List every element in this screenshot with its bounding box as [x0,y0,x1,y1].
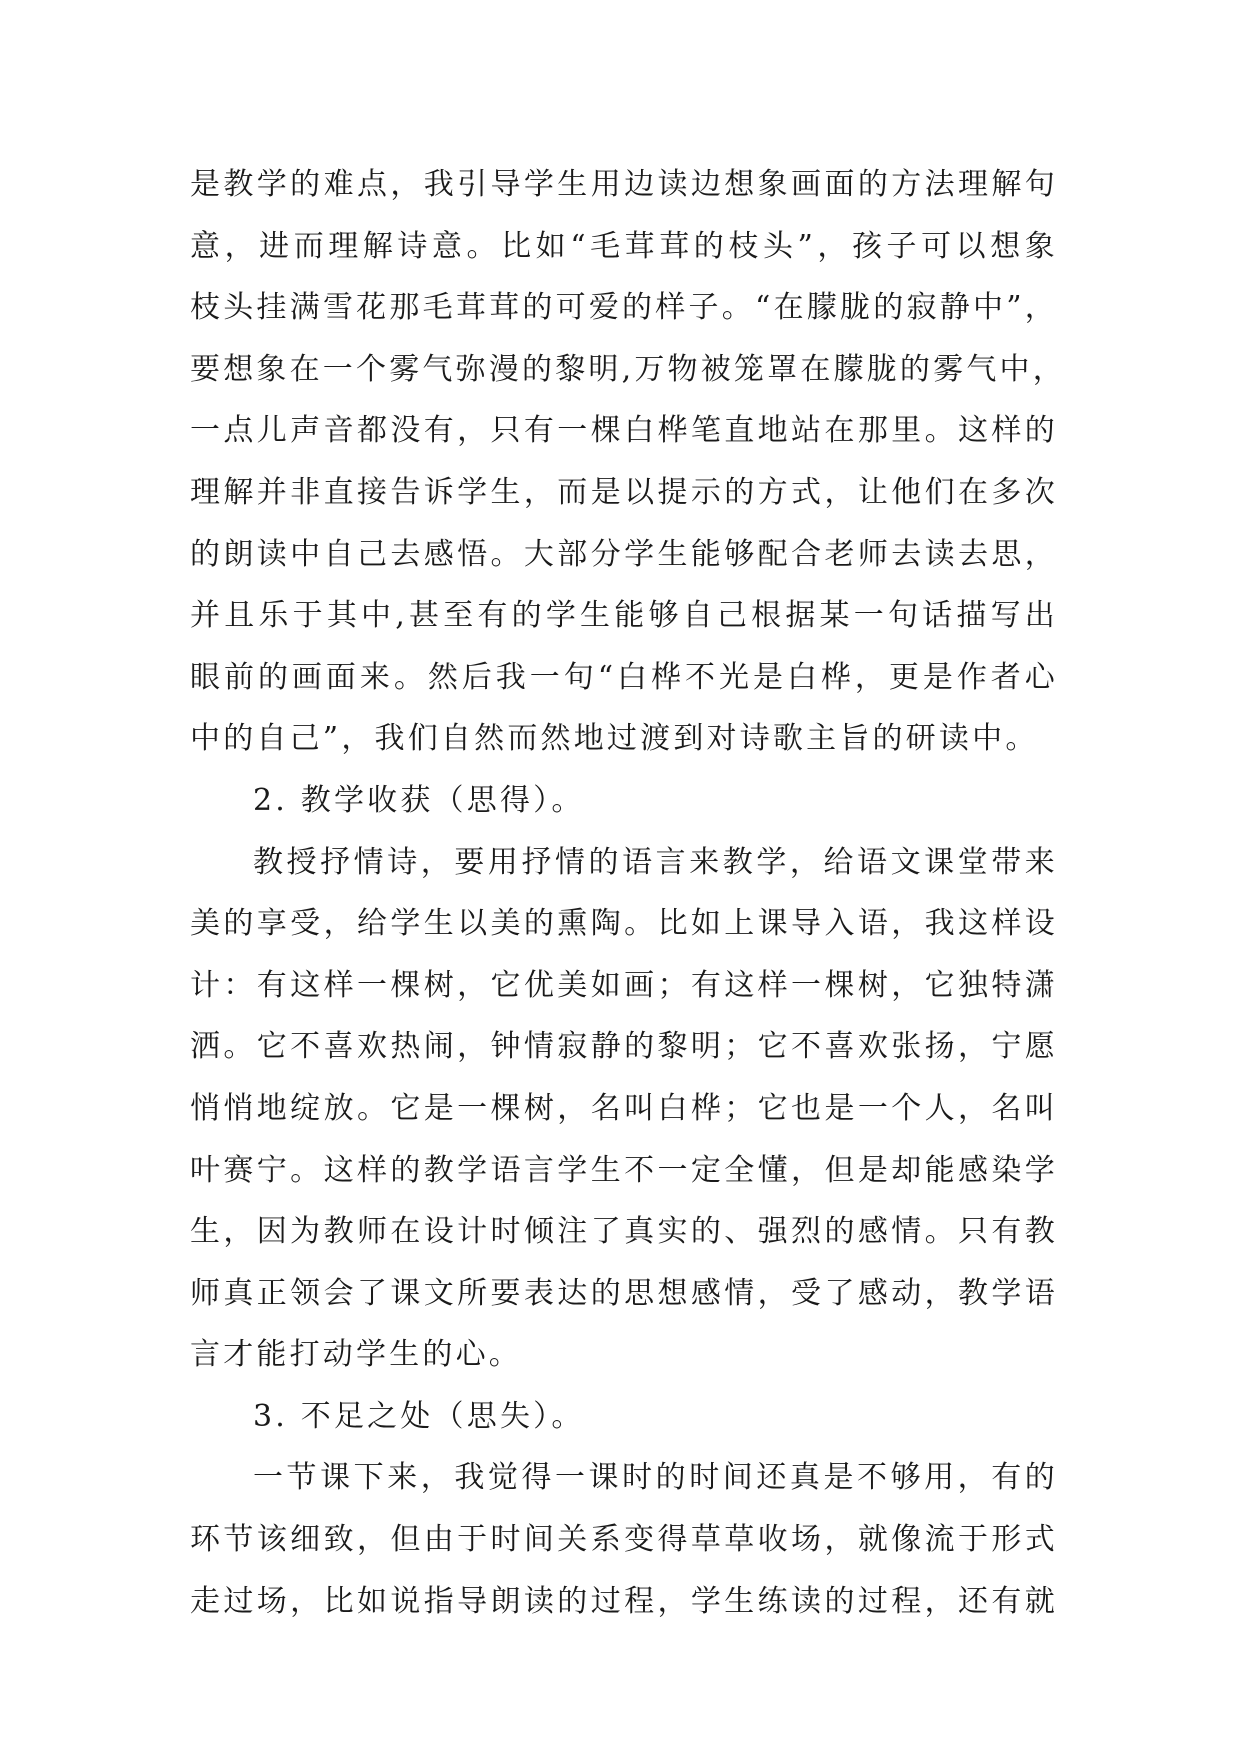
text-line: 意，进而理解诗意。比如“毛茸茸的枝头”，孩子可以想象 [190,228,1058,264]
text-line: 要想象在一个雾气弥漫的黎明,万物被笼罩在朦胧的雾气中， [190,351,1066,387]
text-line: 3. 不足之处（思失）。 [253,1398,585,1434]
text-line: 2. 教学收获（思得）。 [253,782,585,818]
text-line: 中的自己”，我们自然而然地过渡到对诗歌主旨的研读中。 [190,721,1039,757]
text-line: 叶赛宁。这样的教学语言学生不一定全懂，但是却能感染学 [190,1152,1058,1188]
text-line: 一节课下来，我觉得一课时的时间还真是不够用，有的 [253,1460,1058,1496]
text-line: 眼前的画面来。然后我一句“白桦不光是白桦，更是作者心 [190,659,1058,695]
text-line: 是教学的难点，我引导学生用边读边想象画面的方法理解句 [190,167,1058,202]
text-line: 理解并非直接告诉学生，而是以提示的方式，让他们在多次 [190,474,1058,510]
text-line: 环节该细致，但由于时间关系变得草草收场，就像流于形式 [190,1522,1058,1558]
text-line: 教授抒情诗，要用抒情的语言来教学，给语文课堂带来 [253,844,1058,880]
text-line: 言才能打动学生的心。 [190,1337,522,1373]
text-line: 美的享受，给学生以美的熏陶。比如上课导入语，我这样设 [190,906,1058,942]
text-line: 枝头挂满雪花那毛茸茸的可爱的样子。“在朦胧的寂静中”， [190,290,1058,326]
text-line: 并且乐于其中,甚至有的学生能够自己根据某一句话描写出 [190,598,1058,634]
text-line: 的朗读中自己去感悟。大部分学生能够配合老师去读去思， [190,536,1058,572]
text-line: 师真正领会了课文所要表达的思想感情，受了感动，教学语 [190,1275,1058,1311]
text-line: 计：有这样一棵树，它优美如画；有这样一棵树，它独特潇 [190,967,1058,1003]
text-line: 走过场，比如说指导朗读的过程，学生练读的过程，还有就 [190,1583,1058,1619]
text-line: 悄悄地绽放。它是一棵树，名叫白桦；它也是一个人，名叫 [190,1090,1058,1126]
text-line: 洒。它不喜欢热闹，钟情寂静的黎明；它不喜欢张扬，宁愿 [190,1029,1058,1065]
text-line: 一点儿声音都没有，只有一棵白桦笔直地站在那里。这样的 [190,413,1058,449]
text-line: 生，因为教师在设计时倾注了真实的、强烈的感情。只有教 [190,1214,1058,1250]
document-page [190,154,1066,1632]
